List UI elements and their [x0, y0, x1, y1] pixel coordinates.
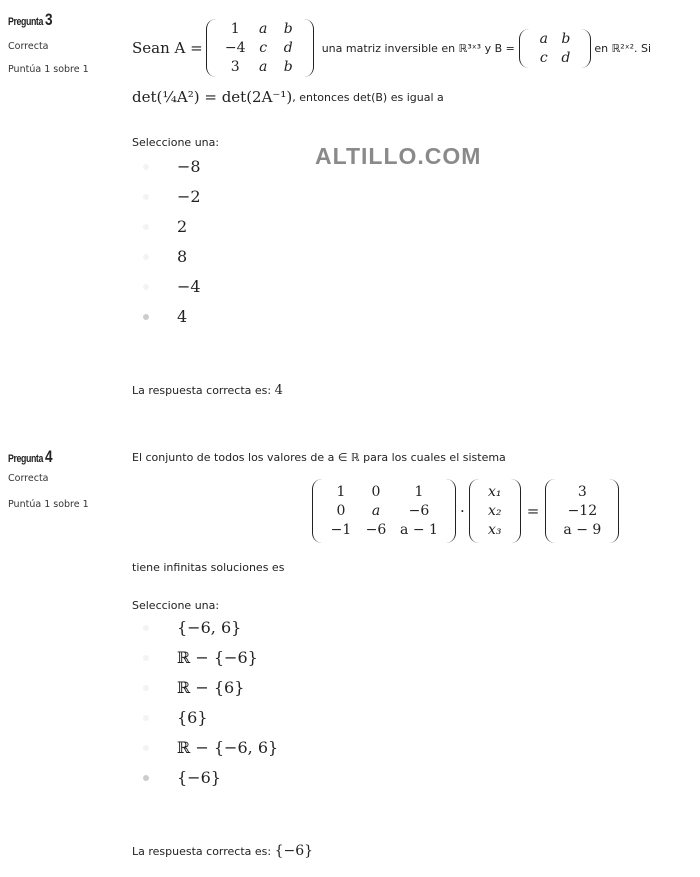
- matrix-cell: b: [561, 30, 571, 47]
- radio-button[interactable]: [143, 314, 149, 320]
- matrix-cell: d: [561, 49, 571, 66]
- matrix-cell: x₁: [488, 484, 502, 500]
- matrix-cell: a − 1: [400, 522, 438, 538]
- matrix-cell: 0: [371, 484, 381, 500]
- radio-button[interactable]: [143, 715, 149, 721]
- matrix-cell: a: [259, 21, 268, 37]
- radio-button[interactable]: [143, 655, 149, 661]
- answer-option[interactable]: [143, 618, 241, 637]
- rhs-vector: [545, 479, 619, 543]
- end-text: en ℝ²ˣ². Si: [594, 41, 652, 55]
- matrix-cell: x₂: [488, 503, 502, 519]
- matrix-cell: 1: [230, 21, 240, 37]
- mid-text: una matriz inversible en ℝ³ˣ³ y B =: [321, 41, 515, 55]
- question-4-after: tiene infinitas soluciones es: [132, 561, 285, 574]
- intro-text: Sean A =: [132, 39, 203, 57]
- watermark: ALTILLO.COM: [315, 143, 482, 169]
- matrix-cell: a: [371, 503, 381, 519]
- option-label: {−6}: [177, 768, 221, 787]
- answer-option[interactable]: [143, 247, 187, 266]
- answer-option[interactable]: [143, 157, 201, 176]
- condition-line: [132, 88, 444, 106]
- correct-answer: La respuesta correcta es: {−6}: [132, 843, 314, 859]
- select-label: Seleccione una:: [132, 136, 220, 149]
- condition-formula: det(¼A²) = det(2A⁻¹): [132, 88, 293, 106]
- radio-button[interactable]: [143, 224, 149, 230]
- answer-option[interactable]: [143, 277, 201, 296]
- option-label: ℝ − {−6}: [177, 648, 258, 667]
- option-label: −4: [177, 277, 201, 296]
- radio-button[interactable]: [143, 164, 149, 170]
- option-label: −2: [177, 187, 201, 206]
- coefficient-matrix: [312, 479, 456, 543]
- radio-button[interactable]: [143, 284, 149, 290]
- condition-tail: , entonces det(B) es igual a: [292, 90, 444, 104]
- question-4-statement: El conjunto de todos los valores de a ∈ ℝ para los cuales el sistema: [132, 451, 506, 464]
- matrix-cell: x₃: [488, 522, 502, 538]
- question-3-score: Puntúa 1 sobre 1: [8, 64, 89, 75]
- linear-system: 1 0 1 0 a −6 −1 −6 a − 1 · x₁ x₂ x₃ = 3 −12 a − 9: [312, 476, 619, 546]
- answer-option[interactable]: [143, 738, 278, 757]
- question-4-score: Puntúa 1 sobre 1: [8, 499, 89, 510]
- option-label: {−6, 6}: [177, 618, 242, 637]
- answer-option[interactable]: [143, 678, 244, 697]
- answer-option[interactable]: [143, 708, 208, 727]
- matrix-cell: 1: [336, 484, 346, 500]
- radio-button[interactable]: [143, 745, 149, 751]
- option-label: ℝ − {−6, 6}: [177, 738, 279, 757]
- answer-option[interactable]: [143, 187, 201, 206]
- matrix-cell: c: [259, 40, 268, 56]
- question-3-statement: [132, 14, 651, 82]
- matrix-b: [519, 29, 591, 68]
- option-label: 2: [177, 217, 188, 236]
- option-label: {6}: [177, 708, 208, 727]
- select-label: Seleccione una:: [132, 599, 220, 612]
- question-4-status: Correcta: [8, 473, 49, 484]
- matrix-cell: −4: [224, 40, 246, 56]
- matrix-cell: −1: [330, 522, 352, 538]
- radio-button[interactable]: [143, 254, 149, 260]
- matrix-cell: c: [539, 49, 548, 66]
- answer-option[interactable]: [143, 648, 258, 667]
- matrix-cell: b: [283, 59, 293, 75]
- matrix-cell: 3: [577, 484, 587, 500]
- matrix-cell: −12: [567, 503, 598, 519]
- option-label: 4: [177, 307, 188, 326]
- matrix-a: [206, 19, 314, 77]
- matrix-cell: b: [283, 21, 293, 37]
- matrix-cell: 0: [336, 503, 346, 519]
- option-label: ℝ − {6}: [177, 678, 245, 697]
- question-3-status: Correcta: [8, 41, 49, 52]
- option-label: −8: [177, 157, 201, 176]
- matrix-cell: d: [283, 40, 293, 56]
- radio-button[interactable]: [143, 625, 149, 631]
- radio-button[interactable]: [143, 685, 149, 691]
- answer-option[interactable]: [143, 307, 187, 326]
- answer-option[interactable]: [143, 768, 221, 787]
- option-label: 8: [177, 247, 188, 266]
- question-3-heading: Pregunta 3: [8, 10, 53, 29]
- matrix-cell: a: [539, 30, 549, 47]
- matrix-cell: 3: [230, 59, 240, 75]
- matrix-cell: a: [259, 59, 268, 75]
- variable-vector: [469, 479, 521, 543]
- answer-option[interactable]: [143, 217, 187, 236]
- matrix-cell: a − 9: [563, 522, 602, 538]
- radio-button[interactable]: [143, 775, 149, 781]
- matrix-cell: −6: [408, 503, 430, 519]
- matrix-cell: −6: [365, 522, 387, 538]
- matrix-cell: 1: [414, 484, 424, 500]
- radio-button[interactable]: [143, 194, 149, 200]
- question-4-heading: Pregunta 4: [8, 447, 53, 466]
- correct-answer: La respuesta correcta es: 4: [132, 383, 283, 398]
